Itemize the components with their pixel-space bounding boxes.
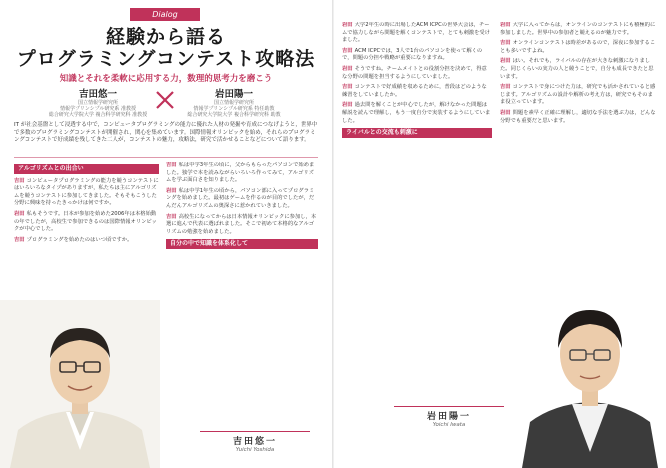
para-text: 私は中学1年生の頃から，パソコン部に入ってプログラミングを始めました。最初はゲームを作るのが目的でしたが，だんだんアルゴリズムの奥深さに惹かれていきました。 <box>166 187 315 209</box>
section-heading: 自分の中で知識を体系化して <box>166 239 318 249</box>
right-page <box>334 0 666 468</box>
para-text: 過去問を解くことが中心でしたが，解けなかった問題は解説を読んで理解し，もう一度自分で実装するようにしていました。 <box>342 102 491 124</box>
speaker: 吉田 <box>14 177 25 184</box>
caption-jp: 吉田悠一 <box>232 437 277 447</box>
speaker: 岩田 <box>14 210 25 217</box>
paragraph <box>500 22 656 37</box>
para-text: コンピュータプログラミングの能力を競うコンテストにはいろいろなタイプがありますが，私たちは主にアルゴリズムを競うコンテストに参加してきました。そもそもこうした分野に興味を持ったきっかけは何ですか。 <box>14 177 159 207</box>
article-title <box>0 26 332 70</box>
person-right <box>174 86 294 118</box>
speaker: 吉田 <box>342 84 353 91</box>
speaker: 吉田 <box>166 162 177 168</box>
speaker: 岩田 <box>166 187 177 194</box>
paragraph <box>166 162 318 185</box>
para-text: 私は中学3年生の頃に，父からもらったパソコンで始めました。独学で本を読みながらいろいろ作ってみて，アルゴリズムを学ぶ面白さを知りました。 <box>166 162 315 184</box>
speaker: 岩田 <box>342 102 353 109</box>
person-left-aff3: 総合研究大学院大学 複合科学研究科 准教授 <box>48 112 148 118</box>
person-left-name: 吉田悠一 <box>78 89 117 100</box>
para-text: 問題を素早く正確に理解し，適切な手法を選ぶ力は，どんな分野でも重要だと思います。 <box>500 109 656 124</box>
title-line-2: プログラミングコンテスト攻略法 <box>16 48 316 70</box>
speaker: 吉田 <box>166 213 177 220</box>
speaker: 岩田 <box>342 22 353 28</box>
speaker: 岩田 <box>500 22 511 28</box>
para-text: 私もそうです。日本が参加を始めた2006年は本格始動の年でしたが，高校生で参加できるのは国際情報オリンピックが中心でした。 <box>14 210 157 233</box>
paragraph <box>166 188 318 211</box>
section-heading: ライバルとの交流も刺激に <box>342 128 492 138</box>
caption-jp: 岩田陽一 <box>426 412 471 422</box>
person-right-aff2: 情報学プリンシプル研究系 特任助教 <box>193 106 275 112</box>
caption-en: Yuichi Yoshida <box>235 447 275 453</box>
paragraph <box>342 48 492 63</box>
para-text: オンラインコンテストは時差があるので，深夜に参加することも多いですよね。 <box>500 40 656 54</box>
para-text: 高校生になってからは日本情報オリンピックに参加し，本選に進んで代表に選ばれました。そこで初めて本格的なアルゴリズムの勉強を始めました。 <box>166 213 317 235</box>
paragraph <box>500 84 656 107</box>
speaker: 岩田 <box>500 109 511 116</box>
article-subtitle: 知識とそれを柔軟に応用する力，数理的思考力を磨こう <box>59 74 273 84</box>
person-right-aff3: 総合研究大学院大学 複合科学研究科 助教 <box>187 112 281 118</box>
paragraph <box>342 84 492 99</box>
caption-rule <box>200 431 310 432</box>
speaker: 岩田 <box>500 58 511 65</box>
paragraph <box>500 110 656 125</box>
person-left-aff2: 情報学プリンシプル研究系 准教授 <box>59 106 137 112</box>
para-text: 大学2年生の時に出場したACM ICPCの世界大会は，チームで協力しながら問題を解くコンテストで，とても刺激を受けました。 <box>342 22 490 44</box>
paragraph <box>500 58 656 81</box>
speaker: 吉田 <box>500 40 511 47</box>
para-text: 大学に入ってからは，オンラインのコンテストにも積極的に参加しました。世界中の参加者と競えるのが魅力です。 <box>500 22 656 36</box>
speaker: 岩田 <box>342 65 353 72</box>
intro-text: IT が社会基盤として浸透する中で，コンピュータプログラミングの能力に優れた人材の発掘や育成につなげようと，世界中で多数のプログラミングコンテストが開催され，関心を集めています。国際情報オリンピックを始め，それらのプログラミングコンテストで好成績を残してきた二人が，コンテストの魅力，攻略法，研究で活かせることなどについて語ります。 <box>14 122 318 143</box>
title-line-1: 経験から語る <box>105 26 226 48</box>
speaker: 吉田 <box>14 236 25 243</box>
paragraph <box>14 178 159 208</box>
section-heading: アルゴリズムとの出合い <box>14 164 159 174</box>
caption-rule <box>394 406 504 407</box>
caption-en: Yoichi Iwata <box>432 422 466 428</box>
para-text: コンテストで身につけた力は，研究でも活かされていると感じます。アルゴリズムの設計や解析の考え方は，研究でもそのまま役立っています。 <box>500 84 656 106</box>
left-page <box>0 0 332 468</box>
person-left-aff1: 国立情報学研究所 <box>77 100 118 106</box>
caption-yoshida <box>198 434 312 453</box>
para-text: そうですね。チームメイトとの役割分担を決めて，得意な分野の問題を担当するようにしていました。 <box>342 65 487 80</box>
paragraph <box>342 66 492 81</box>
left-column-2 <box>166 162 318 402</box>
para-text: コンテストで好成績を収めるために，普段はどのような練習をしていましたか。 <box>342 84 487 98</box>
person-left <box>38 86 158 118</box>
cross-icon <box>155 90 175 110</box>
photo-yoshida <box>0 300 160 468</box>
right-column-2 <box>500 22 656 284</box>
paragraph <box>166 214 318 237</box>
para-text: はい。それでも，ライバルの存在が大きな刺激になりました。同じくらいの実力の人と競うことで，自分も成長できたと思います。 <box>500 58 654 80</box>
paragraph <box>14 211 159 234</box>
person-right-name: 岩田陽一 <box>214 89 253 100</box>
paragraph <box>14 237 159 245</box>
paragraph <box>342 22 492 45</box>
left-column-1 <box>14 162 159 302</box>
intro-divider <box>14 157 318 158</box>
para-text: プログラミングを始めたのはいつ頃ですか。 <box>26 236 133 243</box>
right-column-1 <box>342 22 492 362</box>
caption-iwata <box>392 409 506 428</box>
speaker: 吉田 <box>500 84 511 91</box>
speaker: 吉田 <box>342 47 353 54</box>
paragraph <box>500 40 656 55</box>
para-text: ACM ICPCでは，3人で1台のパソコンを使って解くので，問題の分担や戦略が重要になりますね。 <box>342 47 483 62</box>
photo-iwata <box>514 282 666 468</box>
paragraph <box>342 102 492 125</box>
person-right-aff1: 国立情報学研究所 <box>213 100 254 106</box>
dialog-tag: Dialog <box>130 8 200 21</box>
